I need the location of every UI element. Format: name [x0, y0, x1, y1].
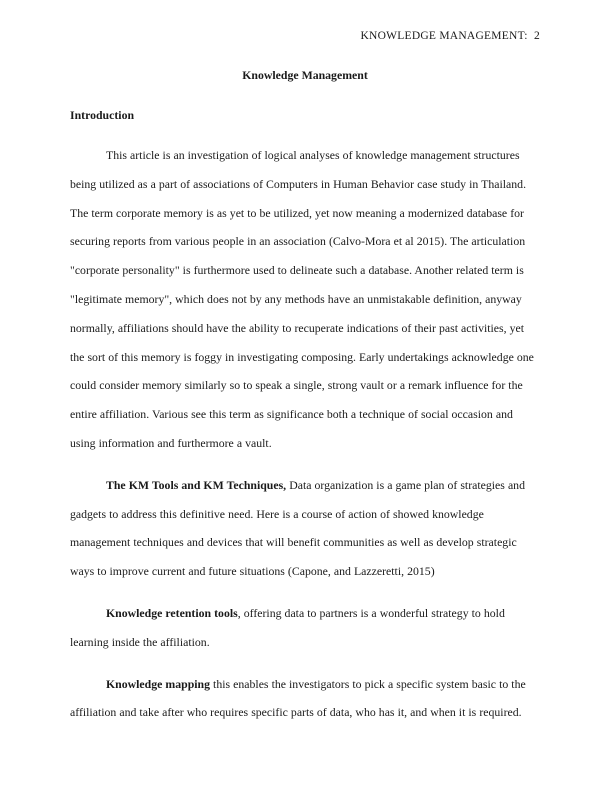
paragraph-text: This article is an investigation of logical analyses of knowledge management structures being utilized as a part of associations of Computers in Human Behavior case study in Thailand. The term corporate memory is as yet to be utilized, yet now meaning a modernized database for securing reports from various people in an association (Calvo-Mora et al 2015). The articulation "corporate personality" is furthermore used to delineate such a database. Another related term is "legitimate memory", which does not by any methods have an unmistakable definition, anyway normally, affiliations should have the ability to recuperate indications of their past activities, yet the sort of this memory is foggy in investigating composing. Early undertakings acknowledge one could consider memory similarly so to speak a single, strong vault or a remark influence for the entire affiliation. Various see this term as significance both a technique of social occasion and using information and furthermore a vault.	[70, 148, 534, 450]
paragraph-introduction	[70, 141, 540, 458]
paragraph-knowledge-mapping	[70, 670, 540, 728]
paragraph-lead-km-tools: The KM Tools and KM Techniques,	[106, 477, 287, 492]
running-head: KNOWLEDGE MANAGEMENT: 2	[360, 30, 540, 42]
document-body	[70, 66, 540, 727]
section-heading-introduction: Introduction	[70, 108, 135, 122]
paragraph-text: Data organization is a game plan of strategies and gadgets to address this definitive need. Here is a course of action of showed knowledge management techniques and devices that will benefit communities as well as develop strategic ways to improve current and future situations (Capone, and Lazzeretti, 2015)	[70, 477, 525, 579]
page-title: Knowledge Management	[242, 68, 368, 82]
paragraph-km-tools	[70, 471, 540, 586]
paragraph-lead-knowledge-retention: Knowledge retention tools	[106, 605, 238, 620]
paragraph-knowledge-retention	[70, 599, 540, 657]
paragraph-lead-knowledge-mapping: Knowledge mapping	[106, 676, 210, 691]
paragraph-text: , offering data to partners is a wonderful strategy to hold learning inside the affiliation.	[70, 605, 505, 649]
paragraph-text: this enables the investigators to pick a specific system basic to the affiliation and take after who requires specific parts of data, who has it, and when it is required.	[70, 676, 526, 720]
